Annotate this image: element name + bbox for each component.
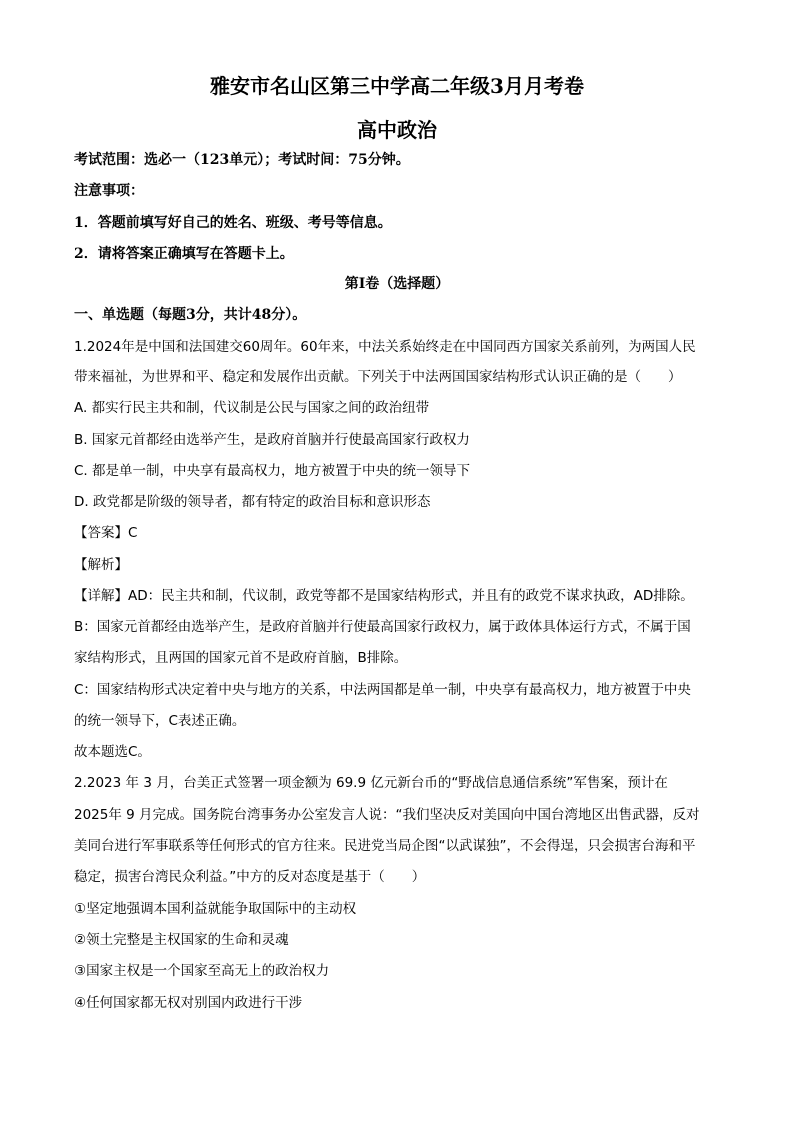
q1-detail-line-1: 【详解】AD：民主共和制，代议制，政党等都不是国家结构形式，并且有的政党不谋求执政，AD排除。 [74,588,694,604]
q1-stem-line-2: 带来福祉，为世界和平、稳定和发展作出贡献。下列关于中法两国国家结构形式认识正确的是（ ） [74,369,682,385]
q1-stem-line-1: 1.2024年是中国和法国建交60周年。60年来，中法关系始终走在中国同西方国家关系前列，为两国人民 [74,339,696,355]
q2-stem-line-1: 2.2023 年 3 月，台美正式签署一项金额为 69.9 亿元新台币的“野战信息通信系统”军售案，预计在 [74,775,668,791]
q1-conclusion: 故本题选C。 [74,744,151,760]
q2-item-1: ①坚定地强调本国利益就能争取国际中的主动权 [74,901,357,917]
q1-option-a: A. 都实行民主共和制，代议制是公民与国家之间的政治纽带 [74,400,430,416]
q1-detail-line-5: 的统一领导下，C表述正确。 [74,713,246,729]
q2-stem-line-2: 2025年 9 月完成。国务院台湾事务办公室发言人说：“我们坚决反对美国向中国台湾地区出售武器，反对 [74,807,700,823]
exam-subject: 高中政治 [357,118,437,142]
notice-title: 注意事项： [74,183,144,199]
notice-item-1: 1．答题前填写好自己的姓名、班级、考号等信息。 [74,215,392,231]
q1-answer: 【答案】C [74,525,138,541]
q1-option-c: C. 都是单一制，中央享有最高权力，地方被置于中央的统一领导下 [74,463,471,479]
part-title: 第I卷（选择题） [344,276,450,292]
notice-item-2: 2．请将答案正确填写在答题卡上。 [74,246,294,262]
q2-item-2: ②领土完整是主权国家的生命和灵魂 [74,932,289,948]
q2-item-4: ④任何国家都无权对别国内政进行干涉 [74,995,303,1011]
q1-detail-line-2: B：国家元首都经由选举产生，是政府首脑并行使最高国家行政权力，属于政体具体运行方式，不属于国 [74,619,691,635]
q2-stem-line-3: 美同台进行军事联系等任何形式的官方往来。民进党当局企图“以武谋独”，不会得逞，只会损害台海和平 [74,838,696,854]
q2-stem-line-4: 稳定，损害台湾民众利益。”中方的反对态度是基于（ ） [74,869,426,885]
q1-option-b: B. 国家元首都经由选举产生，是政府首脑并行使最高国家行政权力 [74,432,470,448]
section-heading: 一、单选题（每题3分，共计48分）。 [74,307,307,323]
q2-item-3: ③国家主权是一个国家至高无上的政治权力 [74,963,330,979]
exam-scope: 考试范围：选必一（123单元）；考试时间：75分钟。 [74,152,410,168]
q1-detail-line-3: 家结构形式，且两国的国家元首不是政府首脑，B排除。 [74,650,408,666]
q1-analysis-label: 【解析】 [74,557,128,573]
q1-detail-line-4: C：国家结构形式决定着中央与地方的关系，中法两国都是单一制，中央享有最高权力，地方被置于中央 [74,682,691,698]
q1-option-d: D. 政党都是阶级的领导者，都有特定的政治目标和意识形态 [74,494,431,510]
exam-title: 雅安市名山区第三中学高二年级3月月考卷 [210,74,584,98]
